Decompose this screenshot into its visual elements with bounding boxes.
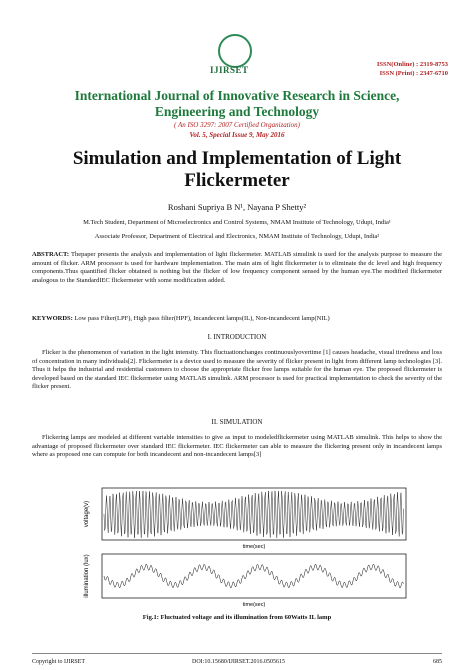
introduction-text: Flicker is the phenomenon of variation in the light intensity. This fluctuationchanges continuouslyovertime [1] causes headache, visual tiredness and loss of concentration in many individuals[2]. Flickermeter is a device used to measure the severity of flicker present in light from different lamp technologies [3]. Thus it helps the industrial and residential customers to choose the appropriate flicker free lamps suitable for the human eye. The proposed flickermeter is developed based on the standard IEC flickermeter using MATLAB simulink. ARM processor is used for practical implementation to check the severity of the flicker present. <box>32 349 442 391</box>
keywords-label: KEYWORDS: <box>32 315 73 322</box>
logo-text: IJIRSET <box>210 65 249 75</box>
section-heading-simulation: II. SIMULATION <box>211 418 263 426</box>
issn-print: ISSN (Print) : 2347-6710 <box>379 70 448 77</box>
keywords <box>32 315 442 324</box>
affiliation-1: M.Tech Student, Department of Microelectronics and Control Systems, NMAM Institute of Technology, Udupi, India¹ <box>83 219 391 226</box>
issn-online: ISSN(Online) : 2319-8753 <box>376 61 448 68</box>
top-ylabel: voltage(v) <box>84 500 90 528</box>
paper-title-line1: Simulation and Implementation of Light <box>72 148 402 169</box>
simulation-text: Flickering lamps are modeled at different variable intensities to give as input to modeledflickermeter using MATLAB simulink. This helps to show the advantage of proposed flickermeter over standard IEC flickermeter. IEC flickermeter can able to measure the flickering present only in incandecent lamps where as proposed one can compute for both incandecent and non-incandecent lamps[3] <box>32 434 442 459</box>
footer-doi: DOI:10.15680/IJIRSET.2016.0505615 <box>192 659 286 665</box>
journal-title-line1: International Journal of Innovative Research in Science, <box>74 88 400 103</box>
abstract <box>32 251 442 285</box>
journal-title <box>40 88 434 120</box>
section-heading-introduction: I. INTRODUCTION <box>207 333 267 341</box>
figure-caption: Fig.1: Fluctuated voltage and its illumination from 60Watts IL lamp <box>142 614 332 621</box>
journal-title-line2: Engineering and Technology <box>154 104 320 119</box>
top-xlabel: time(sec) <box>242 544 266 550</box>
paper-title-line2: Flickermeter <box>184 170 290 191</box>
journal-volume: Vol. 5, Special Issue 9, May 2016 <box>189 131 285 139</box>
keywords-text: Low pass Filter(LPF), High pass filter(HPF), Incandecent lamps(IL), Non-incandecent lamp(NIL) <box>72 315 330 322</box>
footer-copyright: Copyright to IJIRSET <box>32 659 86 665</box>
paper-title <box>40 148 434 192</box>
affiliation-2: Associate Professor, Department of Electrical and Electronics, NMAM Institute of Technology, Udupi, India² <box>94 233 380 240</box>
abstract-text: Thepaper presents the analysis and implementation of light flickermeter. MATLAB simulink is used for the analysis purpose to measure the amount of flicker. ARM processor is used for hardware implementation. The main aim of light flickermeter is to eliminate the dc level and high frequency components.Thus quantified flicker obtained is nothing but the flicker of low frequency component sensed by the human eye.The modified flickermeter analogous to the StandardIEC flickermeter with some modification added. <box>32 251 442 284</box>
bottom-xlabel: time(sec) <box>242 602 266 608</box>
figure-plot <box>80 484 412 608</box>
footer-divider <box>32 653 442 654</box>
bottom-ylabel: illumination (lux) <box>84 554 90 598</box>
footer-page-number: 685 <box>433 659 442 665</box>
journal-logo <box>208 34 260 80</box>
logo-emblem <box>218 34 252 68</box>
journal-certification: ( An ISO 3297: 2007 Certified Organization) <box>174 121 300 129</box>
paper-authors: Roshani Supriya B N¹, Nayana P Shetty² <box>167 202 307 212</box>
abstract-label: ABSTRACT: <box>32 251 70 258</box>
